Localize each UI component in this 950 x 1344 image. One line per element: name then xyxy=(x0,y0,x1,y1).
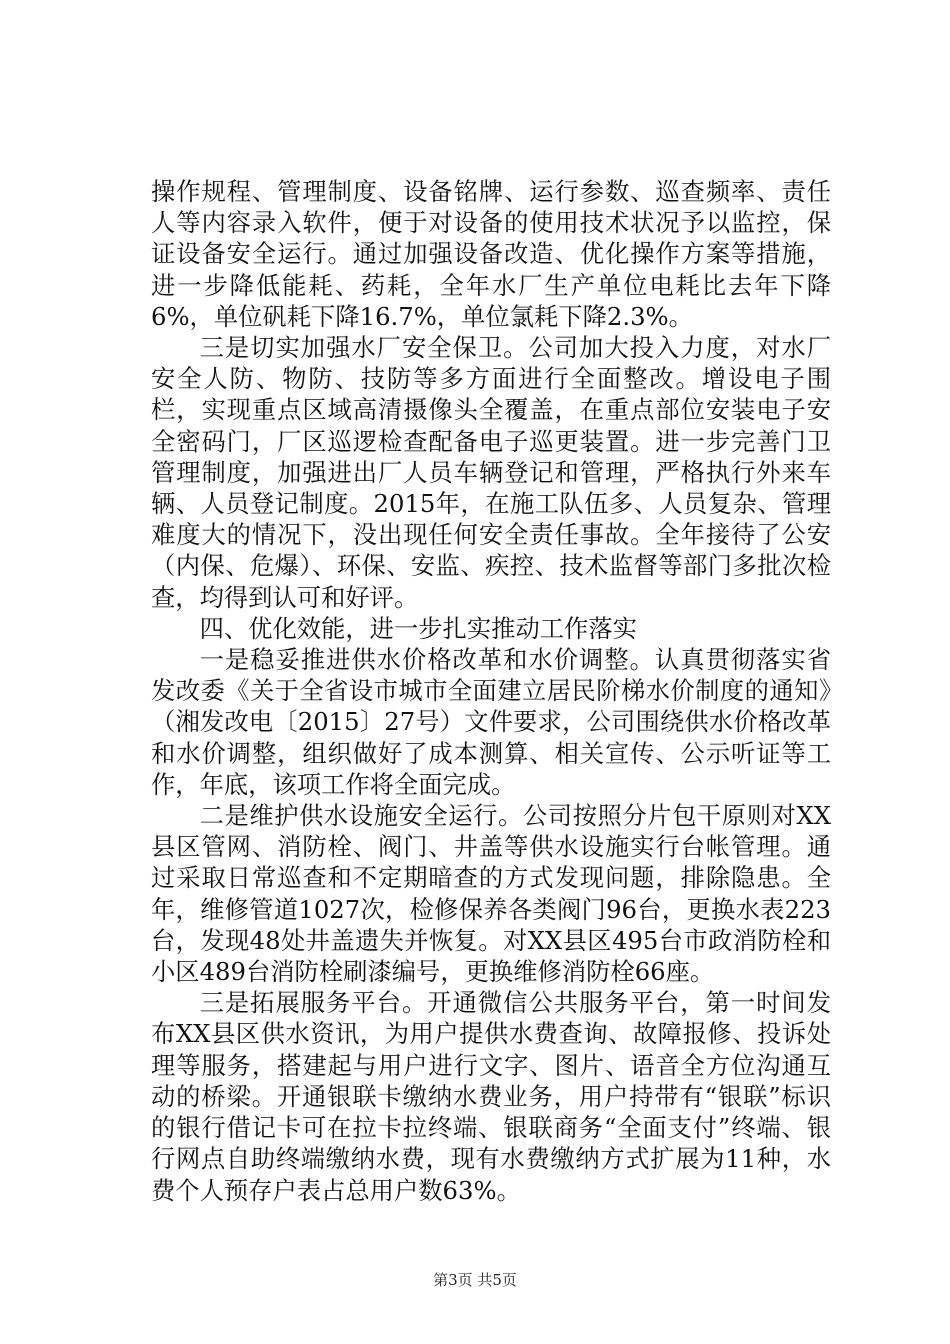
page-footer xyxy=(0,1270,950,1290)
paragraph-3: 一是稳妥推进供水价格改革和水价调整。认真贯彻落实省发改委《关于全省设市城市全面建立居民阶梯水价制度的通知》（湘发改电〔2015〕27号）文件要求，公司围绕供水价格改革和水价调整，组织做好了成本测算、相关宣传、公示听证等工作，年底，该项工作将全面完成。 xyxy=(151,645,831,799)
paragraph-2: 三是切实加强水厂安全保卫。公司加大投入力度，对水厂安全人防、物防、技防等多方面进行全面整改。增设电子围栏，实现重点区域高清摄像头全覆盖，在重点部位安装电子安全密码门，厂区巡逻检查配备电子巡更装置。进一步完善门卫管理制度，加强进出厂人员车辆登记和管理，严格执行外来车辆、人员登记制度。2015年，在施工队伍多、人员复杂、管理难度大的情况下，没出现任何安全责任事故。全年接待了公安（内保、危爆）、环保、安监、疾控、技术监督等部门多批次检查，均得到认可和好评。 xyxy=(151,333,831,612)
paragraph-4: 二是维护供水设施安全运行。公司按照分片包干原则对XX县区管网、消防栓、阀门、井盖等供水设施实行台帐管理。通过采取日常巡查和不定期暗查的方式发现问题，排除隐患。全年，维修管道1027次，检修保养各类阀门96台，更换水表223台，发现48处井盖遗失并恢复。对XX县区495台市政消防栓和小区489台消防栓刷漆编号，更换维修消防栓66座。 xyxy=(151,801,831,987)
paragraph-1: 操作规程、管理制度、设备铭牌、运行参数、巡查频率、责任人等内容录入软件，便于对设备的使用技术状况予以监控，保证设备安全运行。通过加强设备改造、优化操作方案等措施，进一步降低能耗、药耗，全年水厂生产单位电耗比去年下降6%，单位矾耗下降16.7%，单位氯耗下降2.3%。 xyxy=(151,177,831,331)
document-body xyxy=(151,176,831,1206)
page-number-label: 第3页 共5页 xyxy=(433,1271,517,1289)
section-heading: 四、优化效能，进一步扎实推动工作落实 xyxy=(199,613,637,643)
paragraph-5: 三是拓展服务平台。开通微信公共服务平台，第一时间发布XX县区供水资讯，为用户提供水费查询、故障报修、投诉处理等服务，搭建起与用户进行文字、图片、语音全方位沟通互动的桥梁。开通银联卡缴纳水费业务，用户持带有“银联”标识的银行借记卡可在拉卡拉终端、银联商务“全面支付”终端、银行网点自助终端缴纳水费，现有水费缴纳方式扩展为11种，水费个人预存户表占总用户数63%。 xyxy=(151,988,831,1205)
